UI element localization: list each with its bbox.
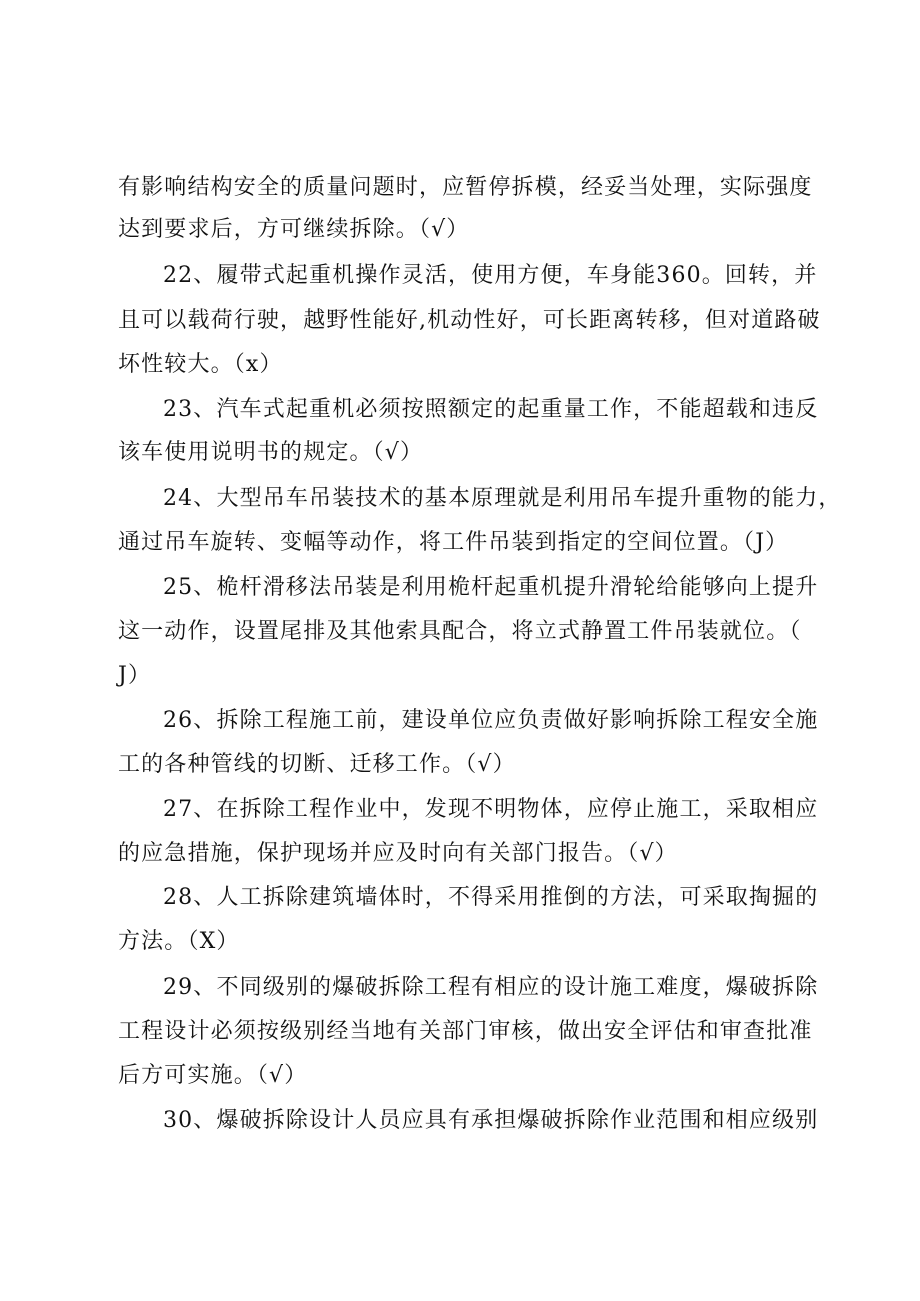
text-line: 该车使用说明书的规定。（√） — [118, 440, 424, 465]
text-line: 的应急措施，保护现场并应及时向有关部门报告。（√） — [118, 841, 678, 866]
text-line: 工程设计必须按级别经当地有关部门审核，做出安全评估和审查批准 — [118, 1019, 813, 1044]
text-line: 23、汽车式起重机必须按照额定的起重量工作，不能超载和违反 — [163, 397, 819, 422]
text-line: 26、拆除工程施工前，建设单位应负责做好影响拆除工程安全施 — [163, 708, 819, 733]
text-line: 达到要求后，方可继续拆除。（√） — [118, 217, 470, 242]
text-line: 22、履带式起重机操作灵活，使用方便，车身能360。回转，并 — [163, 263, 818, 288]
text-line: J） — [118, 663, 152, 688]
text-line: 25、桅杆滑移法吊装是利用桅杆起重机提升滑轮给能够向上提升 — [163, 575, 819, 600]
text-line: 30、爆破拆除设计人员应具有承担爆破拆除作业范围和相应级别 — [163, 1108, 819, 1133]
text-line: 通过吊车旋转、变幅等动作，将工件吊装到指定的空间位置。（J） — [118, 530, 789, 555]
text-line: 坏性较大。（x） — [118, 352, 283, 377]
text-line: 工的各种管线的切断、迁移工作。（√） — [118, 752, 516, 777]
text-line: 这一动作，设置尾排及其他索具配合，将立式静置工件吊装就位。（ — [118, 619, 802, 644]
text-line: 29、不同级别的爆破拆除工程有相应的设计施工难度，爆破拆除 — [163, 975, 819, 1000]
text-line: 且可以载荷行驶，越野性能好,机动性好，可长距离转移，但对道路破 — [118, 308, 821, 333]
text-line: 方法。（X） — [118, 929, 240, 954]
text-line: 有影响结构安全的质量问题时，应暂停拆模，经妥当处理，实际强度 — [118, 175, 813, 200]
text-line: 28、人工拆除建筑墙体时，不得采用推倒的方法，可采取掏掘的 — [163, 885, 819, 910]
text-line: 27、在拆除工程作业中，发现不明物体，应停止施工，采取相应 — [163, 797, 819, 822]
text-line: 24、大型吊车吊装技术的基本原理就是利用吊车提升重物的能力， — [163, 486, 842, 511]
text-line: 后方可实施。（√） — [118, 1063, 308, 1088]
